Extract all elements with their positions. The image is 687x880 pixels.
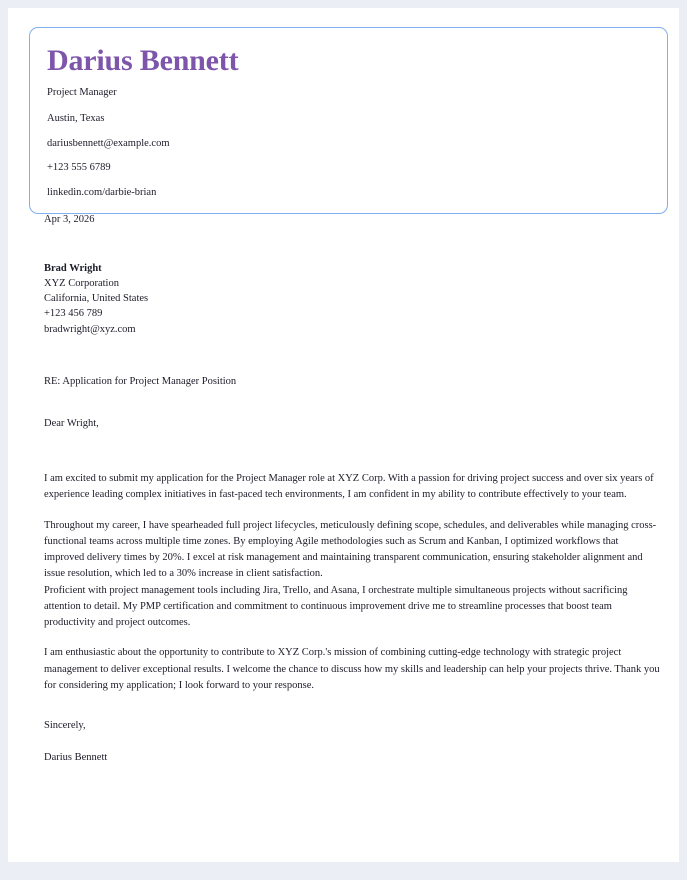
- recipient-block: [44, 261, 661, 337]
- signature-name: Darius Bennett: [44, 751, 108, 763]
- recipient-email[interactable]: bradwright@xyz.com: [44, 323, 136, 335]
- letter-body: [44, 213, 661, 764]
- body-paragraph-4: I am enthusiastic about the opportunity to contribute to XYZ Corp.'s mission of combining cutting-edge technology with strategic project management to deliver exceptional results. I welcome the chance to discuss how my skills and leadership can help your projects thrive. Thank you for considering my application; I look forward to your response.: [44, 647, 660, 691]
- recipient-name: Brad Wright: [44, 262, 102, 274]
- contact-location: Austin, Texas: [47, 112, 105, 124]
- candidate-name: Darius Bennett: [47, 44, 239, 77]
- body-paragraph-1: I am excited to submit my application for the Project Manager role at XYZ Corp. With a passion for driving project success and over six years of experience leading complex initiatives in fast-paced tech environments, I am confident in my ability to contribute effectively to your team.: [44, 473, 654, 501]
- letter-date: Apr 3, 2026: [44, 214, 95, 225]
- salutation: Dear Wright,: [44, 418, 99, 430]
- letterhead-card: [29, 27, 668, 214]
- candidate-job-title: Project Manager: [47, 87, 117, 99]
- recipient-location: California, United States: [44, 293, 149, 305]
- contact-linkedin[interactable]: linkedin.com/darbie-brian: [47, 186, 157, 198]
- closing-salutation: Sincerely,: [44, 720, 86, 732]
- contact-email[interactable]: dariusbennett@example.com: [47, 137, 170, 149]
- body-paragraph-2: Throughout my career, I have spearheaded full project lifecycles, meticulously defining scope, schedules, and deliverables while managing cross-functional teams across multiple time zones. By employing Agile methodologies such as Scrum and Kanban, I optimized workflows that improved delivery times by 20%. I excel at risk management and maintaining transparent communication, ensuring stakeholder alignment and issue resolution, which led to a 30% increase in client satisfaction.: [44, 519, 657, 580]
- recipient-phone: +123 456 789: [44, 308, 103, 320]
- document-page: [8, 8, 679, 862]
- subject-line: RE: Application for Project Manager Position: [44, 375, 237, 387]
- closing-block: [44, 719, 661, 764]
- recipient-company: XYZ Corporation: [44, 277, 119, 289]
- contact-phone: +123 555 6789: [47, 162, 111, 174]
- body-paragraph-3: Proficient with project management tools including Jira, Trello, and Asana, I orchestrate multiple simultaneous projects without sacrificing attention to detail. My PMP certification and commitment to continuous improvement drive me to streamline processes that boost team productivity and project outcomes.: [44, 584, 628, 629]
